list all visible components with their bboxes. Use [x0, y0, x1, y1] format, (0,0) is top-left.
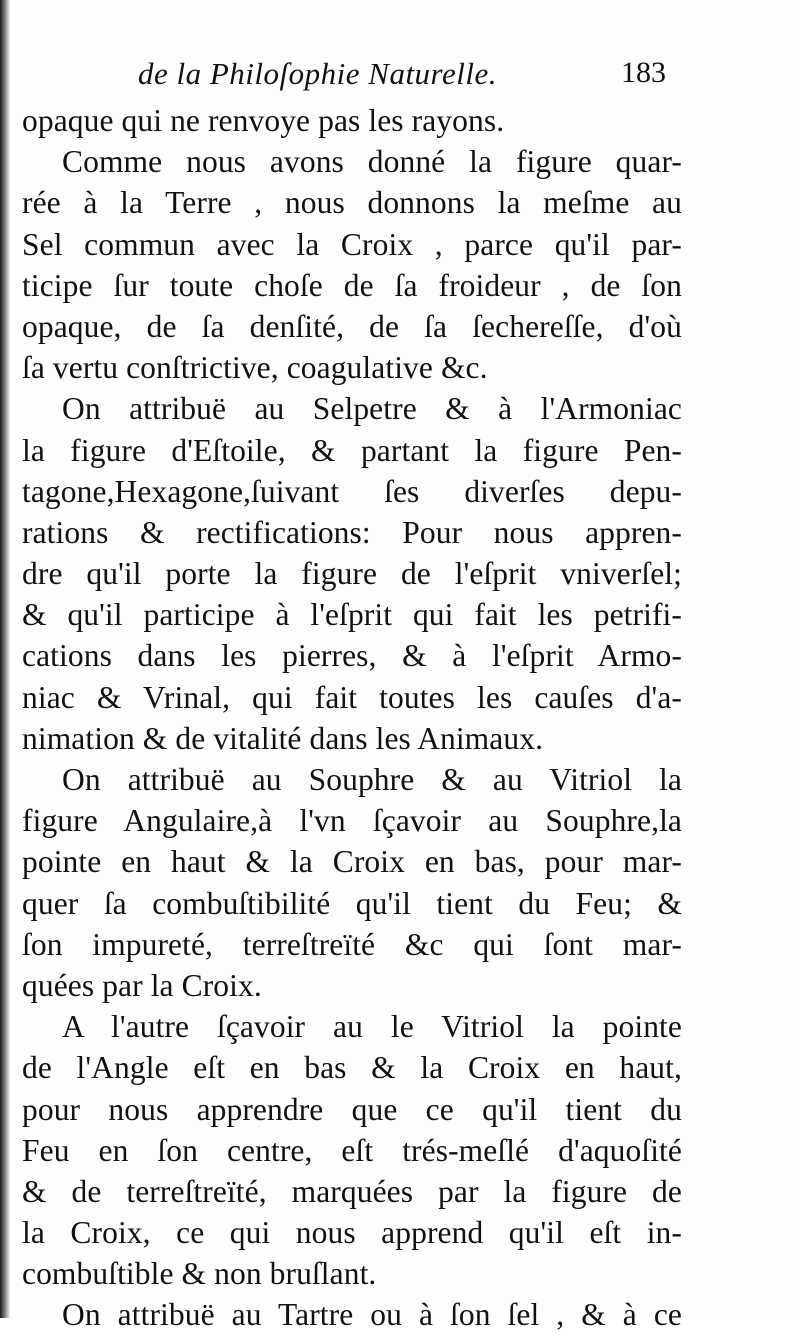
text-line: ſon impureté, terreſtreïté &c qui ſont mar-: [22, 926, 682, 962]
running-head: de la Philoſophie Naturelle.: [138, 56, 497, 91]
text-line: On attribuë au Tartre ou à ſon ſel , & à ce: [62, 1297, 682, 1333]
text-line: dre qu'il porte la figure de l'eſprit vniverſel;: [22, 556, 682, 592]
text-line: nimation & de vitalité dans les Animaux.: [22, 720, 544, 756]
text-line: Sel commun avec la Croix , parce qu'il par-: [22, 226, 682, 262]
page-number: 183: [621, 56, 666, 89]
text-line: combuſtible & non bruſlant.: [22, 1256, 377, 1292]
text-line: opaque, de ſa denſité, de ſa ſechereſſe, d'où: [22, 308, 682, 344]
text-line: & de terreſtreïté, marquées par la figure de: [22, 1173, 682, 1209]
text-line: pointe en haut & la Croix en bas, pour mar-: [22, 844, 682, 880]
text-line: A l'autre ſçavoir au le Vitriol la pointe: [62, 1009, 682, 1045]
text-line: On attribuë au Selpetre & à l'Armoniac: [62, 391, 682, 427]
text-line: figure Angulaire,à l'vn ſçavoir au Souphre,la: [22, 803, 682, 839]
text-line: niac & Vrinal, qui fait toutes les cauſes d'a-: [22, 679, 682, 715]
text-line: cations dans les pierres, & à l'eſprit Armo-: [22, 638, 682, 674]
text-line: ticipe ſur toute choſe de ſa froideur , de ſon: [22, 267, 682, 303]
text-line: & qu'il participe à l'eſprit qui fait les petrifi-: [22, 597, 682, 633]
text-line: quer ſa combuſtibilité qu'il tient du Feu; &: [22, 885, 682, 921]
text-line: rée à la Terre , nous donnons la meſme au: [22, 185, 682, 221]
text-line: la Croix, ce qui nous apprend qu'il eſt in-: [22, 1215, 682, 1251]
text-line: opaque qui ne renvoye pas les rayons.: [22, 103, 505, 138]
text-line: Comme nous avons donné la figure quar-: [62, 144, 682, 180]
text-line: quées par la Croix.: [22, 967, 262, 1003]
text-line: On attribuë au Souphre & au Vitriol la: [62, 762, 682, 797]
body-text: [22, 100, 682, 1336]
text-line: ſa vertu conſtrictive, coagulative &c.: [22, 350, 488, 386]
text-line: de l'Angle eſt en bas & la Croix en haut,: [22, 1050, 682, 1086]
text-line: pour nous apprendre que ce qu'il tient du: [22, 1091, 682, 1127]
text-line: la figure d'Eſtoile, & partant la figure Pen-: [22, 432, 682, 468]
page-gutter-shadow: [0, 0, 10, 1318]
page-header: [0, 52, 800, 98]
text-line: tagone,Hexagone,ſuivant ſes diverſes depu-: [22, 473, 682, 509]
text-line: rations & rectifications: Pour nous appren-: [22, 514, 682, 550]
text-line: Feu en ſon centre, eſt trés-meſlé d'aquoſité: [22, 1132, 682, 1168]
